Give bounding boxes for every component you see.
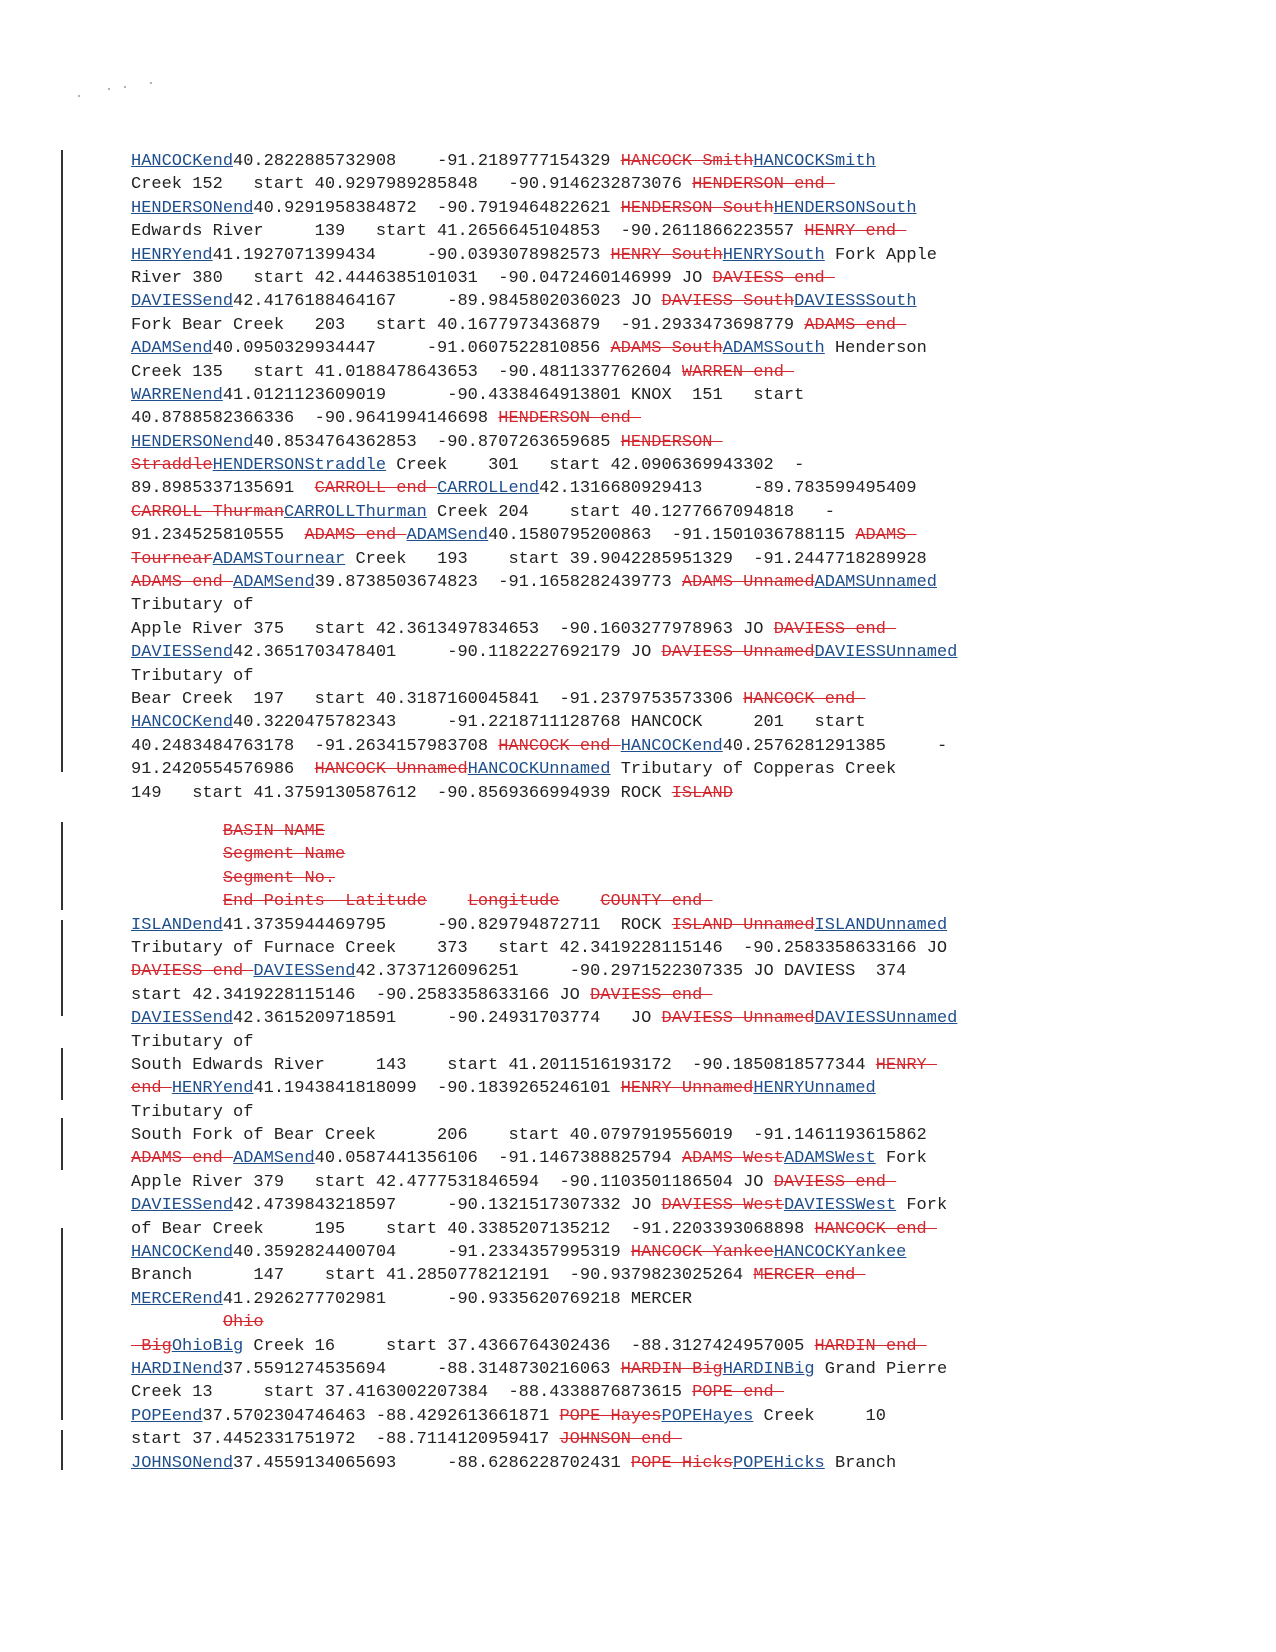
scan-speck [78, 95, 80, 97]
text-line [131, 711, 1211, 734]
text-line [131, 1241, 1211, 1264]
deleted-text: HANCOCK Smith [620, 152, 754, 171]
text-line [131, 984, 1211, 1007]
plain-text: start 37.4452331751972 -88.7114120959417 [131, 1430, 560, 1450]
inserted-text: DAVIESSend [131, 1196, 234, 1216]
deleted-text: ADAMS Unnamed [681, 573, 815, 593]
deleted-text: Longitude [467, 892, 560, 912]
inserted-text: POPEHayes [661, 1406, 754, 1426]
text-line [131, 1054, 1211, 1077]
deleted-text: HARDIN Big [620, 1359, 723, 1379]
text-line [131, 1288, 1211, 1311]
text-line [131, 571, 1211, 594]
inserted-text: ADAMSend [131, 339, 213, 359]
text-line [131, 314, 1211, 337]
deleted-text: HENDERSON [620, 432, 723, 452]
deleted-text: DAVIESS end [712, 268, 835, 288]
deleted-text: CARROLL Thurman [131, 502, 285, 522]
plain-text: Fork [896, 1196, 948, 1216]
text-line [131, 1077, 1211, 1100]
inserted-text: HARDINend [131, 1359, 223, 1379]
inserted-text: HANCOCKUnnamed [467, 760, 611, 780]
inserted-text: HENRYend [131, 245, 213, 265]
plain-text: Apple River 379 start 42.4777531846594 -90.1103501186504 JO [131, 1172, 774, 1192]
deleted-text: HENDERSON end [692, 175, 835, 195]
text-line [131, 1147, 1211, 1170]
deleted-text: ADAMS South [610, 339, 723, 359]
inserted-text: ADAMSTournear [212, 549, 346, 569]
plain-text: Tributary of [131, 1032, 254, 1052]
inserted-text: HENDERSONend [131, 198, 254, 218]
text-line [131, 1311, 1211, 1334]
deleted-text: WARREN end [681, 362, 795, 382]
text-line [131, 735, 1211, 758]
deleted-text: DAVIESS end [773, 1172, 897, 1192]
text-line [131, 1124, 1211, 1147]
plain-text [131, 1313, 223, 1332]
plain-text: start 42.3419228115146 -90.2583358633166 JO [131, 985, 591, 1005]
plain-text: Tributary of [131, 596, 254, 616]
inserted-text: DAVIESSUnnamed [814, 1009, 958, 1029]
text-line [131, 173, 1211, 196]
inserted-text: HANCOCKSmith [753, 152, 876, 171]
deleted-text: HENRY [875, 1055, 937, 1075]
deleted-text: MERCER end [753, 1266, 866, 1286]
deleted-text: Ohio [222, 1313, 264, 1333]
inserted-text: POPEHicks [732, 1453, 825, 1473]
deleted-text: ADAMS [855, 526, 917, 546]
plain-text: 149 start 41.3759130587612 -90.8569366994939 ROCK [131, 783, 672, 803]
text-line [131, 1335, 1211, 1358]
inserted-text: DAVIESSSouth [794, 292, 917, 312]
deleted-text: CARROLL end [314, 479, 438, 499]
deleted-text: HENDERSON end [498, 409, 642, 429]
inserted-text: DAVIESSend [131, 292, 234, 312]
change-bar [61, 1430, 63, 1470]
inserted-text: HANCOCKend [131, 152, 234, 171]
text-line [131, 937, 1211, 960]
plain-text [131, 869, 223, 888]
inserted-text: ISLANDend [131, 915, 223, 935]
plain-text: 41.1943841818099 -90.1839265246101 [253, 1079, 621, 1099]
plain-text: 40.0587441356106 -91.1467388825794 [314, 1149, 682, 1169]
deleted-text: Big [131, 1336, 172, 1356]
plain-text: 40.0950329934447 -91.0607522810856 [212, 339, 611, 359]
inserted-text: DAVIESSUnnamed [814, 643, 958, 663]
inserted-text: CARROLLThurman [284, 502, 427, 522]
text-line [131, 454, 1211, 477]
deleted-text: Tournear [131, 549, 213, 569]
text-line [131, 1171, 1211, 1194]
deleted-text: end [131, 1079, 172, 1099]
inserted-text: HANCOCKend [620, 736, 723, 756]
text-line [131, 501, 1211, 524]
inserted-text: DAVIESSend [131, 1009, 234, 1029]
plain-text: Branch [824, 1453, 897, 1473]
text-line [131, 665, 1211, 688]
inserted-text: DAVIESSend [131, 643, 234, 663]
plain-text: 42.3737126096251 -90.2971522307335 JO DAVIESS 374 [355, 962, 907, 982]
inserted-text: DAVIESSWest [783, 1196, 897, 1216]
deleted-text: ISLAND [671, 783, 733, 803]
deleted-text: ADAMS West [681, 1149, 784, 1169]
plain-text: of Bear Creek 195 start 40.3385207135212 -91.2203393068898 [131, 1219, 815, 1239]
plain-text: Apple River 375 start 42.3613497834653 -90.1603277978963 JO [131, 619, 774, 639]
text-line [131, 1381, 1211, 1404]
inserted-text: JOHNSONend [131, 1453, 234, 1473]
inserted-text: OhioBig [171, 1336, 244, 1356]
deleted-text: HANCOCK end [743, 689, 866, 709]
text-line [131, 641, 1211, 664]
scan-speck [108, 88, 110, 90]
inserted-text: ADAMSUnnamed [814, 573, 937, 593]
inserted-text: HENDERSONend [131, 432, 254, 452]
plain-text: 42.3615209718591 -90.24931703774 JO [233, 1009, 662, 1029]
change-bar [61, 150, 63, 772]
inserted-text: ADAMSend [233, 1149, 315, 1169]
text-line [131, 431, 1211, 454]
text-line [131, 384, 1211, 407]
tracked-changes-text-block-2 [131, 820, 1211, 1475]
plain-text: 41.3735944469795 -90.829794872711 ROCK [222, 915, 672, 935]
inserted-text: HANCOCKend [131, 713, 234, 733]
plain-text [131, 892, 223, 911]
text-line [131, 337, 1211, 360]
text-line [131, 820, 1211, 843]
plain-text: Creek 13 start 37.4163002207384 -88.4338876873615 [131, 1383, 693, 1403]
inserted-text: DAVIESSend [253, 962, 356, 982]
deleted-text: HANCOCK Yankee [630, 1243, 774, 1263]
plain-text: 40.9291958384872 -90.7919464822621 [253, 198, 621, 218]
deleted-text: DAVIESS West [661, 1196, 784, 1216]
inserted-text: HENDERSONSouth [773, 198, 917, 218]
plain-text: River 380 start 42.4446385101031 -90.0472460146999 JO [131, 268, 713, 288]
plain-text [560, 892, 601, 911]
plain-text: 37.4559134065693 -88.6286228702431 [233, 1453, 631, 1473]
deleted-text: DAVIESS end [773, 619, 897, 639]
text-line [131, 960, 1211, 983]
inserted-text: ADAMSSouth [722, 339, 825, 359]
plain-text: Creek 301 start 42.0906369943302 - [386, 456, 805, 476]
plain-text: Creek 152 start 40.9297989285848 -90.9146232873076 [131, 175, 693, 195]
text-line [131, 407, 1211, 430]
plain-text: 41.1927071399434 -90.0393078982573 [212, 245, 611, 265]
deleted-text: BASIN NAME [222, 822, 325, 841]
text-line [131, 1358, 1211, 1381]
plain-text: Tributary of Furnace Creek 373 start 42.3419228115146 -90.2583358633166 JO [131, 938, 948, 958]
plain-text: 42.4176188464167 -89.9845802036023 JO [233, 292, 662, 312]
deleted-text: Straddle [131, 456, 213, 476]
deleted-text: DAVIESS Unnamed [661, 643, 815, 663]
text-line [131, 267, 1211, 290]
change-bar [61, 1118, 63, 1170]
text-line [131, 867, 1211, 890]
deleted-text: ADAMS end [131, 573, 234, 593]
plain-text: 37.5702304746463 -88.4292613661871 [202, 1406, 560, 1426]
deleted-text: DAVIESS end [590, 985, 713, 1005]
deleted-text: JOHNSON end [559, 1430, 682, 1450]
deleted-text: ISLAND Unnamed [671, 915, 815, 935]
plain-text: 40.8788582366336 -90.9641994146698 [131, 409, 499, 429]
text-line [131, 220, 1211, 243]
scan-speck [124, 86, 126, 88]
inserted-text: HENRYUnnamed [753, 1079, 876, 1099]
inserted-text: ISLANDUnnamed [814, 915, 948, 935]
plain-text: 40.2822885732908 -91.2189777154329 [233, 152, 621, 171]
plain-text: 91.2420554576986 [131, 760, 315, 780]
deleted-text: DAVIESS end [131, 962, 254, 982]
deleted-text: ADAMS end [804, 315, 907, 335]
text-line [131, 688, 1211, 711]
text-line [131, 1405, 1211, 1428]
plain-text: 39.8738503674823 -91.1658282439773 [314, 573, 682, 593]
deleted-text: POPE end [692, 1383, 784, 1403]
plain-text: Creek 16 start 37.4366764302436 -88.3127424957005 [243, 1336, 815, 1356]
plain-text: 41.0121123609019 -90.4338464913801 KNOX 151 start [222, 385, 805, 405]
inserted-text: HANCOCKend [131, 1243, 234, 1263]
text-line [131, 758, 1211, 781]
inserted-text: HENRYSouth [722, 245, 825, 265]
text-line [131, 843, 1211, 866]
deleted-text: ADAMS end [304, 526, 407, 546]
plain-text: 40.3592824400704 -91.2334357995319 [233, 1243, 631, 1263]
change-bar [61, 1048, 63, 1100]
text-line [131, 1031, 1211, 1054]
text-line [131, 150, 1211, 173]
text-line [131, 197, 1211, 220]
plain-text: 40.2483484763178 -91.2634157983708 [131, 736, 499, 756]
text-line [131, 524, 1211, 547]
text-line [131, 890, 1211, 913]
plain-text: 40.8534764362853 -90.8707263659685 [253, 432, 621, 452]
inserted-text: HENDERSONStraddle [212, 456, 387, 476]
plain-text: Tributary of Copperas Creek [610, 760, 897, 780]
inserted-text: HANCOCKYankee [773, 1243, 907, 1263]
plain-text: Bear Creek 197 start 40.3187160045841 -91.2379753573306 [131, 689, 744, 709]
plain-text: Fork [875, 1149, 927, 1169]
plain-text: Branch 147 start 41.2850778212191 -90.9379823025264 [131, 1266, 754, 1286]
deleted-text: Segment Name [222, 845, 346, 865]
deleted-text: Segment No. [222, 868, 336, 888]
text-line [131, 1264, 1211, 1287]
plain-text: Fork Apple [824, 245, 937, 265]
deleted-text: POPE Hicks [630, 1453, 733, 1473]
plain-text [427, 892, 468, 911]
plain-text [131, 822, 223, 841]
deleted-text: ADAMS end [131, 1149, 234, 1169]
plain-text: Creek 204 start 40.1277667094818 - [426, 502, 835, 522]
deleted-text: HENDERSON South [620, 198, 774, 218]
plain-text: 42.4739843218597 -90.1321517307332 JO [233, 1196, 662, 1216]
deleted-text: HENRY South [610, 245, 723, 265]
plain-text: 40.2576281291385 - [722, 736, 948, 756]
text-line [131, 1428, 1211, 1451]
plain-text: Creek 135 start 41.0188478643653 -90.4811337762604 [131, 362, 682, 382]
deleted-text: HANCOCK end [498, 736, 621, 756]
text-line [131, 477, 1211, 500]
deleted-text: HANCOCK Unnamed [314, 760, 468, 780]
deleted-text: COUNTY end [600, 892, 713, 912]
text-line [131, 1218, 1211, 1241]
inserted-text: ADAMSend [406, 526, 489, 546]
text-line [131, 618, 1211, 641]
plain-text: Fork Bear Creek 203 start 40.1677973436879 -91.2933473698779 [131, 315, 805, 335]
plain-text: 42.3651703478401 -90.1182227692179 JO [233, 643, 662, 663]
plain-text: 40.1580795200863 -91.1501036788115 [488, 526, 856, 546]
plain-text: 91.234525810555 [131, 526, 305, 546]
plain-text: 40.3220475782343 -91.2218711128768 HANCOCK 201 start [233, 713, 866, 733]
change-bar [61, 920, 63, 1016]
change-bar [61, 822, 63, 910]
inserted-text: MERCERend [131, 1289, 223, 1309]
text-line [131, 782, 1211, 805]
plain-text: Tributary of [131, 666, 254, 686]
change-bar [61, 1228, 63, 1420]
inserted-text: WARRENend [131, 385, 223, 405]
plain-text: Creek 193 start 39.9042285951329 -91.2447718289928 [345, 549, 927, 569]
deleted-text: HENRY end [804, 222, 907, 242]
text-line [131, 244, 1211, 267]
text-line [131, 1007, 1211, 1030]
inserted-text: CARROLLend [437, 479, 540, 499]
deleted-text: DAVIESS South [661, 292, 795, 312]
text-line [131, 548, 1211, 571]
deleted-text: HARDIN end [814, 1336, 927, 1356]
plain-text: Creek 10 [753, 1406, 886, 1426]
scan-speck [150, 82, 152, 84]
plain-text [131, 845, 223, 864]
text-line [131, 1452, 1211, 1475]
inserted-text: HARDINBig [722, 1359, 815, 1379]
tracked-changes-text-block-1 [131, 150, 1211, 805]
deleted-text: HANCOCK end [814, 1219, 937, 1239]
plain-text: Tributary of [131, 1102, 254, 1122]
inserted-text: HENRYend [171, 1079, 254, 1099]
inserted-text: POPEend [131, 1406, 203, 1426]
plain-text: Grand Pierre [814, 1359, 948, 1379]
plain-text: South Edwards River 143 start 41.2011516193172 -90.1850818577344 [131, 1055, 876, 1075]
inserted-text: ADAMSend [233, 573, 315, 593]
plain-text: 41.2926277702981 -90.9335620769218 MERCER [222, 1289, 693, 1309]
plain-text: Henderson [824, 339, 927, 359]
plain-text: 89.8985337135691 [131, 479, 315, 499]
text-line [131, 914, 1211, 937]
deleted-text: POPE Hayes [559, 1406, 662, 1426]
text-line [131, 1101, 1211, 1124]
plain-text: 37.5591274535694 -88.3148730216063 [222, 1359, 621, 1379]
inserted-text: ADAMSWest [783, 1149, 876, 1169]
text-line [131, 290, 1211, 313]
text-line [131, 361, 1211, 384]
plain-text: South Fork of Bear Creek 206 start 40.0797919556019 -91.1461193615862 [131, 1126, 927, 1146]
plain-text: 42.1316680929413 -89.783599495409 [539, 479, 917, 499]
plain-text: Edwards River 139 start 41.2656645104853 -90.2611866223557 [131, 222, 805, 242]
deleted-text: DAVIESS Unnamed [661, 1009, 815, 1029]
deleted-text: HENRY Unnamed [620, 1079, 754, 1099]
text-line [131, 594, 1211, 617]
deleted-text: End Points Latitude [222, 892, 427, 912]
text-line [131, 1194, 1211, 1217]
